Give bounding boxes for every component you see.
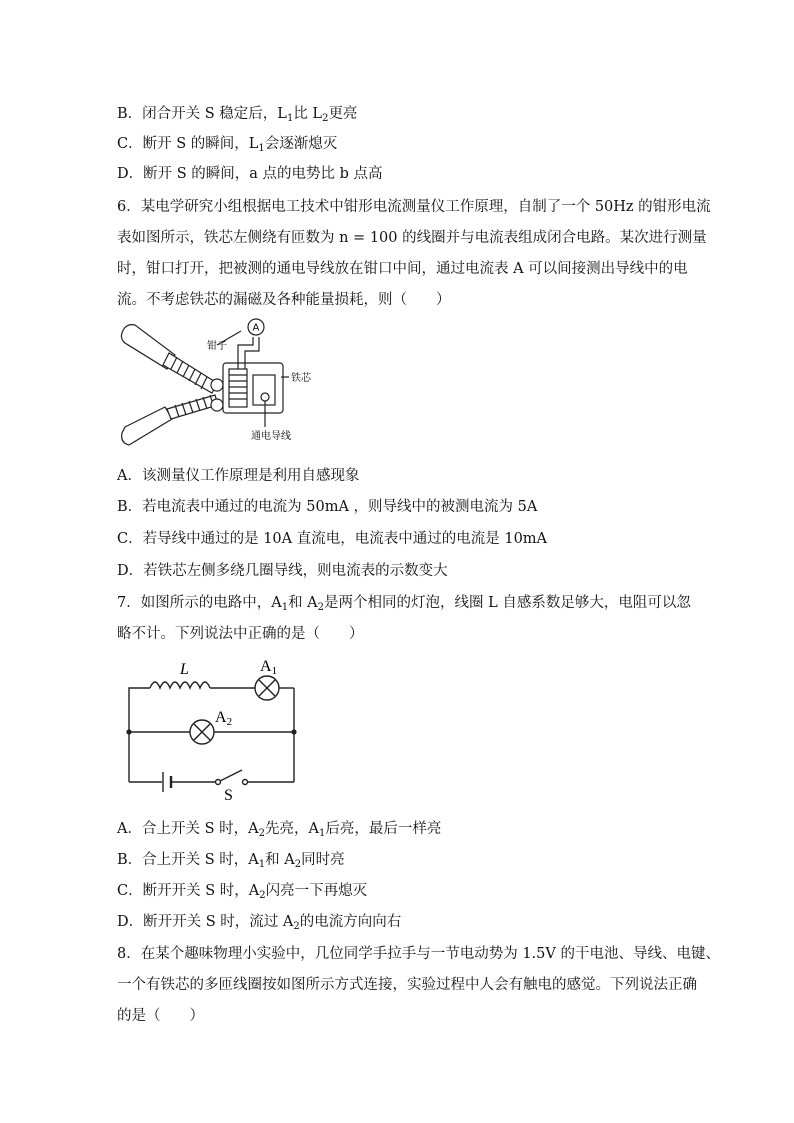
- switch-label: S: [224, 787, 233, 802]
- q5-option-d: D．断开 S 的瞬间，a 点的电势比 b 点高: [117, 166, 383, 182]
- q6-option-c: C．若导线中通过的是 10A 直流电，电流表中通过的电流是 10mA: [117, 531, 548, 547]
- battery-icon: [163, 772, 171, 792]
- upper-handle: [121, 325, 217, 393]
- lamp-a1-icon: [255, 676, 279, 700]
- inductor-label: L: [180, 661, 189, 678]
- lamp-a2-label: A2: [215, 709, 233, 728]
- q6-option-d: D．若铁芯左侧多绕几圈导线，则电流表的示数变大: [117, 563, 448, 579]
- q8-stem-line-3: 的是（ ）: [117, 1008, 204, 1024]
- wire-cross-section: [261, 393, 269, 401]
- circuit-figure: [120, 652, 305, 802]
- q8-stem-line-1: 8．在某个趣味物理小实验中，几位同学手拉手与一节电动势为 1.5V 的干电池、导线、电键、: [117, 946, 720, 962]
- q6-option-b: B．若电流表中通过的电流为 50mA ，则导线中的被测电流为 5A: [117, 499, 538, 515]
- q8-stem-line-2: 一个有铁芯的多匝线圈按如图所示方式连接，实验过程中人会有触电的感觉。下列说法正确: [117, 977, 697, 993]
- core-label: 铁芯: [291, 373, 311, 384]
- lower-handle: [122, 395, 218, 445]
- jaw-assembly: [211, 363, 283, 413]
- inductor-coil: [150, 682, 210, 688]
- q6-stem-line-3: 时，钳口打开，把被测的通电导线放在钳口中间，通过电流表 A 可以间接测出导线中的电: [117, 261, 688, 277]
- ammeter-label: A: [252, 322, 260, 334]
- q7-option-c: C．断开开关 S 时，$A_2$闪亮一下再熄灭: [117, 883, 368, 901]
- clamp-meter-figure: [117, 315, 317, 450]
- q6-option-a: A．该测量仪工作原理是利用自感现象: [117, 468, 360, 484]
- q6-stem-line-4: 流。不考虑铁芯的漏磁及各种能量损耗，则（ ）: [117, 292, 451, 308]
- lamp-a1-label: A1: [260, 658, 278, 677]
- lamp-a2-icon: [190, 720, 214, 744]
- jaw-label: 钳子: [207, 341, 227, 352]
- q7-option-a: A．合上开关 S 时，$A_2$先亮，$A_1$后亮，最后一样亮: [117, 821, 442, 839]
- wire-label: 通电导线: [251, 431, 291, 442]
- q6-stem-line-1: 6．某电学研究小组根据电工技术中钳形电流测量仪工作原理，自制了一个 50Hz 的钳形电流: [117, 199, 711, 215]
- q7-option-d: D．断开开关 S 时，流过 $A_2$的电流方向向右: [117, 914, 402, 932]
- q7-option-b: B．合上开关 S 时，$A_1$和 $A_2$同时亮: [117, 852, 345, 870]
- q6-stem-line-2: 表如图所示，铁芯左侧绕有匝数为 n = 100 的线圈并与电流表组成闭合电路。某次进行测量: [117, 230, 707, 246]
- switch-icon: [216, 770, 248, 785]
- q5-option-c: C．断开 S 的瞬间，$L_1$会逐渐熄灭: [117, 136, 338, 154]
- q7-stem-line-2: 略不计。下列说法中正确的是（ ）: [117, 626, 364, 642]
- q5-option-b: B．闭合开关 S 稳定后，$L_1$比 $L_2$更亮: [117, 106, 358, 124]
- q7-stem-line-1: 7．如图所示的电路中，$A_1$和 $A_2$是两个相同的灯泡，线圈 L 自感系数足够大，电阻可以忽: [117, 595, 691, 613]
